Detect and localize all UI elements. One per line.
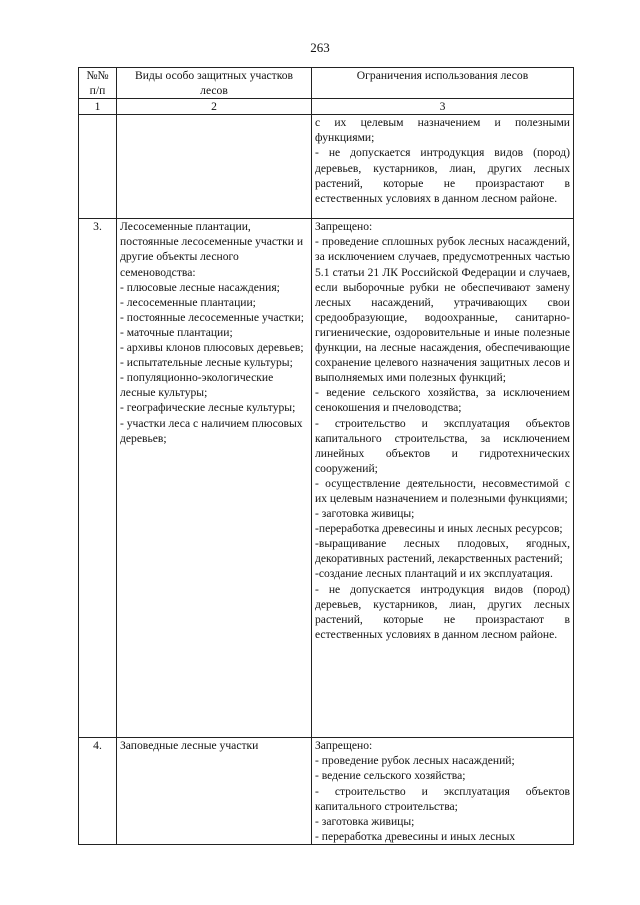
restriction-item: Запрещено: [315, 739, 373, 753]
type-item: Лесосеменные плантации, постоянные лесосеменные участки и другие объекты лесного семеноводства: [120, 220, 304, 279]
header-number: №№ п/п [79, 68, 117, 99]
restriction-item: - заготовка живицы; [315, 507, 415, 521]
type-item: - архивы клонов плюсовых деревьев; [120, 341, 304, 355]
restrictions-cell [312, 219, 574, 738]
table-header-row [79, 68, 574, 99]
table-row [79, 115, 574, 219]
column-number: 3 [312, 99, 574, 115]
table-row [79, 219, 574, 738]
restriction-item: - строительство и эксплуатация объектов капитального строительства; [315, 784, 570, 813]
restriction-item: - не допускается интродукция видов (пород) деревьев, кустарников, лиан, других лесных растений, которые не произрастают в естественных условиях в данном лесном районе. [315, 146, 570, 205]
type-item: - географические лесные культуры; [120, 401, 296, 415]
restriction-item: - ведение сельского хозяйства, за исключением сенокошения и пчеловодства; [315, 386, 570, 415]
restriction-item: - проведение сплошных рубок лесных насаждений, за исключением случаев, предусмотренных частью 5.1 статьи 21 ЛК Российской Федерации и случаев, если выборочные рубки не обеспечивают замену лесных насаждений, утрачивающих свои средообразующие, водоохранные, санитарно-гигиенические, оздоровительные и иные полезные функции, на лесные насаждения, обеспечивающие сохранение целевого назначения защитных лесов и выполняемых ими полезных функций; [315, 235, 570, 385]
type-item: - испытательные лесные культуры; [120, 356, 293, 370]
restriction-item: - заготовка живицы; [315, 814, 415, 828]
restriction-item: - проведение рубок лесных насаждений; [315, 754, 515, 768]
type-item: - лесосеменные плантации; [120, 295, 256, 309]
type-item: - плюсовые лесные насаждения; [120, 280, 280, 294]
page-number: 263 [310, 40, 330, 55]
restriction-item: - осуществление деятельности, несовместимой с их целевым назначением и полезными функциями; [315, 476, 570, 505]
column-number: 2 [117, 99, 312, 115]
row-number: 4. [79, 738, 117, 845]
row-number: 3. [79, 219, 117, 738]
header-types: Виды особо защитных участков лесов [117, 68, 312, 99]
restriction-item: с их целевым назначением и полезными функциями; [315, 116, 570, 145]
restriction-item: - строительство и эксплуатация объектов капитального строительства, за исключением линейных объектов и гидротехнических сооружений; [315, 416, 570, 475]
restriction-item: - не допускается интродукция видов (пород) деревьев, кустарников, лиан, других лесных растений, которые не произрастают в естественных условиях в данном лесном районе. [315, 582, 570, 641]
restriction-item: - переработка древесины и иных лесных [315, 829, 516, 843]
row-number-cell [79, 115, 117, 219]
type-item: - постоянные лесосеменные участки; [120, 310, 304, 324]
restrictions-cell [312, 738, 574, 845]
header-restrictions: Ограничения использования лесов [312, 68, 574, 99]
type-item: - популяционно-экологические лесные культуры; [120, 371, 274, 400]
type-cell: Заповедные лесные участки [117, 738, 312, 845]
table-row [79, 738, 574, 845]
restriction-item: Запрещено: [315, 220, 373, 234]
restriction-item: - ведение сельского хозяйства; [315, 769, 466, 783]
type-cell [117, 115, 312, 219]
restriction-item: -создание лесных плантаций и их эксплуатация. [315, 567, 553, 581]
type-item: - участки леса с наличием плюсовых деревьев; [120, 416, 303, 445]
column-number-row [79, 99, 574, 115]
restrictions-cell [312, 115, 574, 219]
type-cell [117, 219, 312, 738]
restriction-item: -выращивание лесных плодовых, ягодных, декоративных растений, лекарственных растений; [315, 537, 570, 566]
type-item: - маточные плантации; [120, 325, 233, 339]
column-number: 1 [79, 99, 117, 115]
forest-restrictions-table [78, 67, 574, 845]
restriction-item: -переработка древесины и иных лесных ресурсов; [315, 522, 563, 536]
